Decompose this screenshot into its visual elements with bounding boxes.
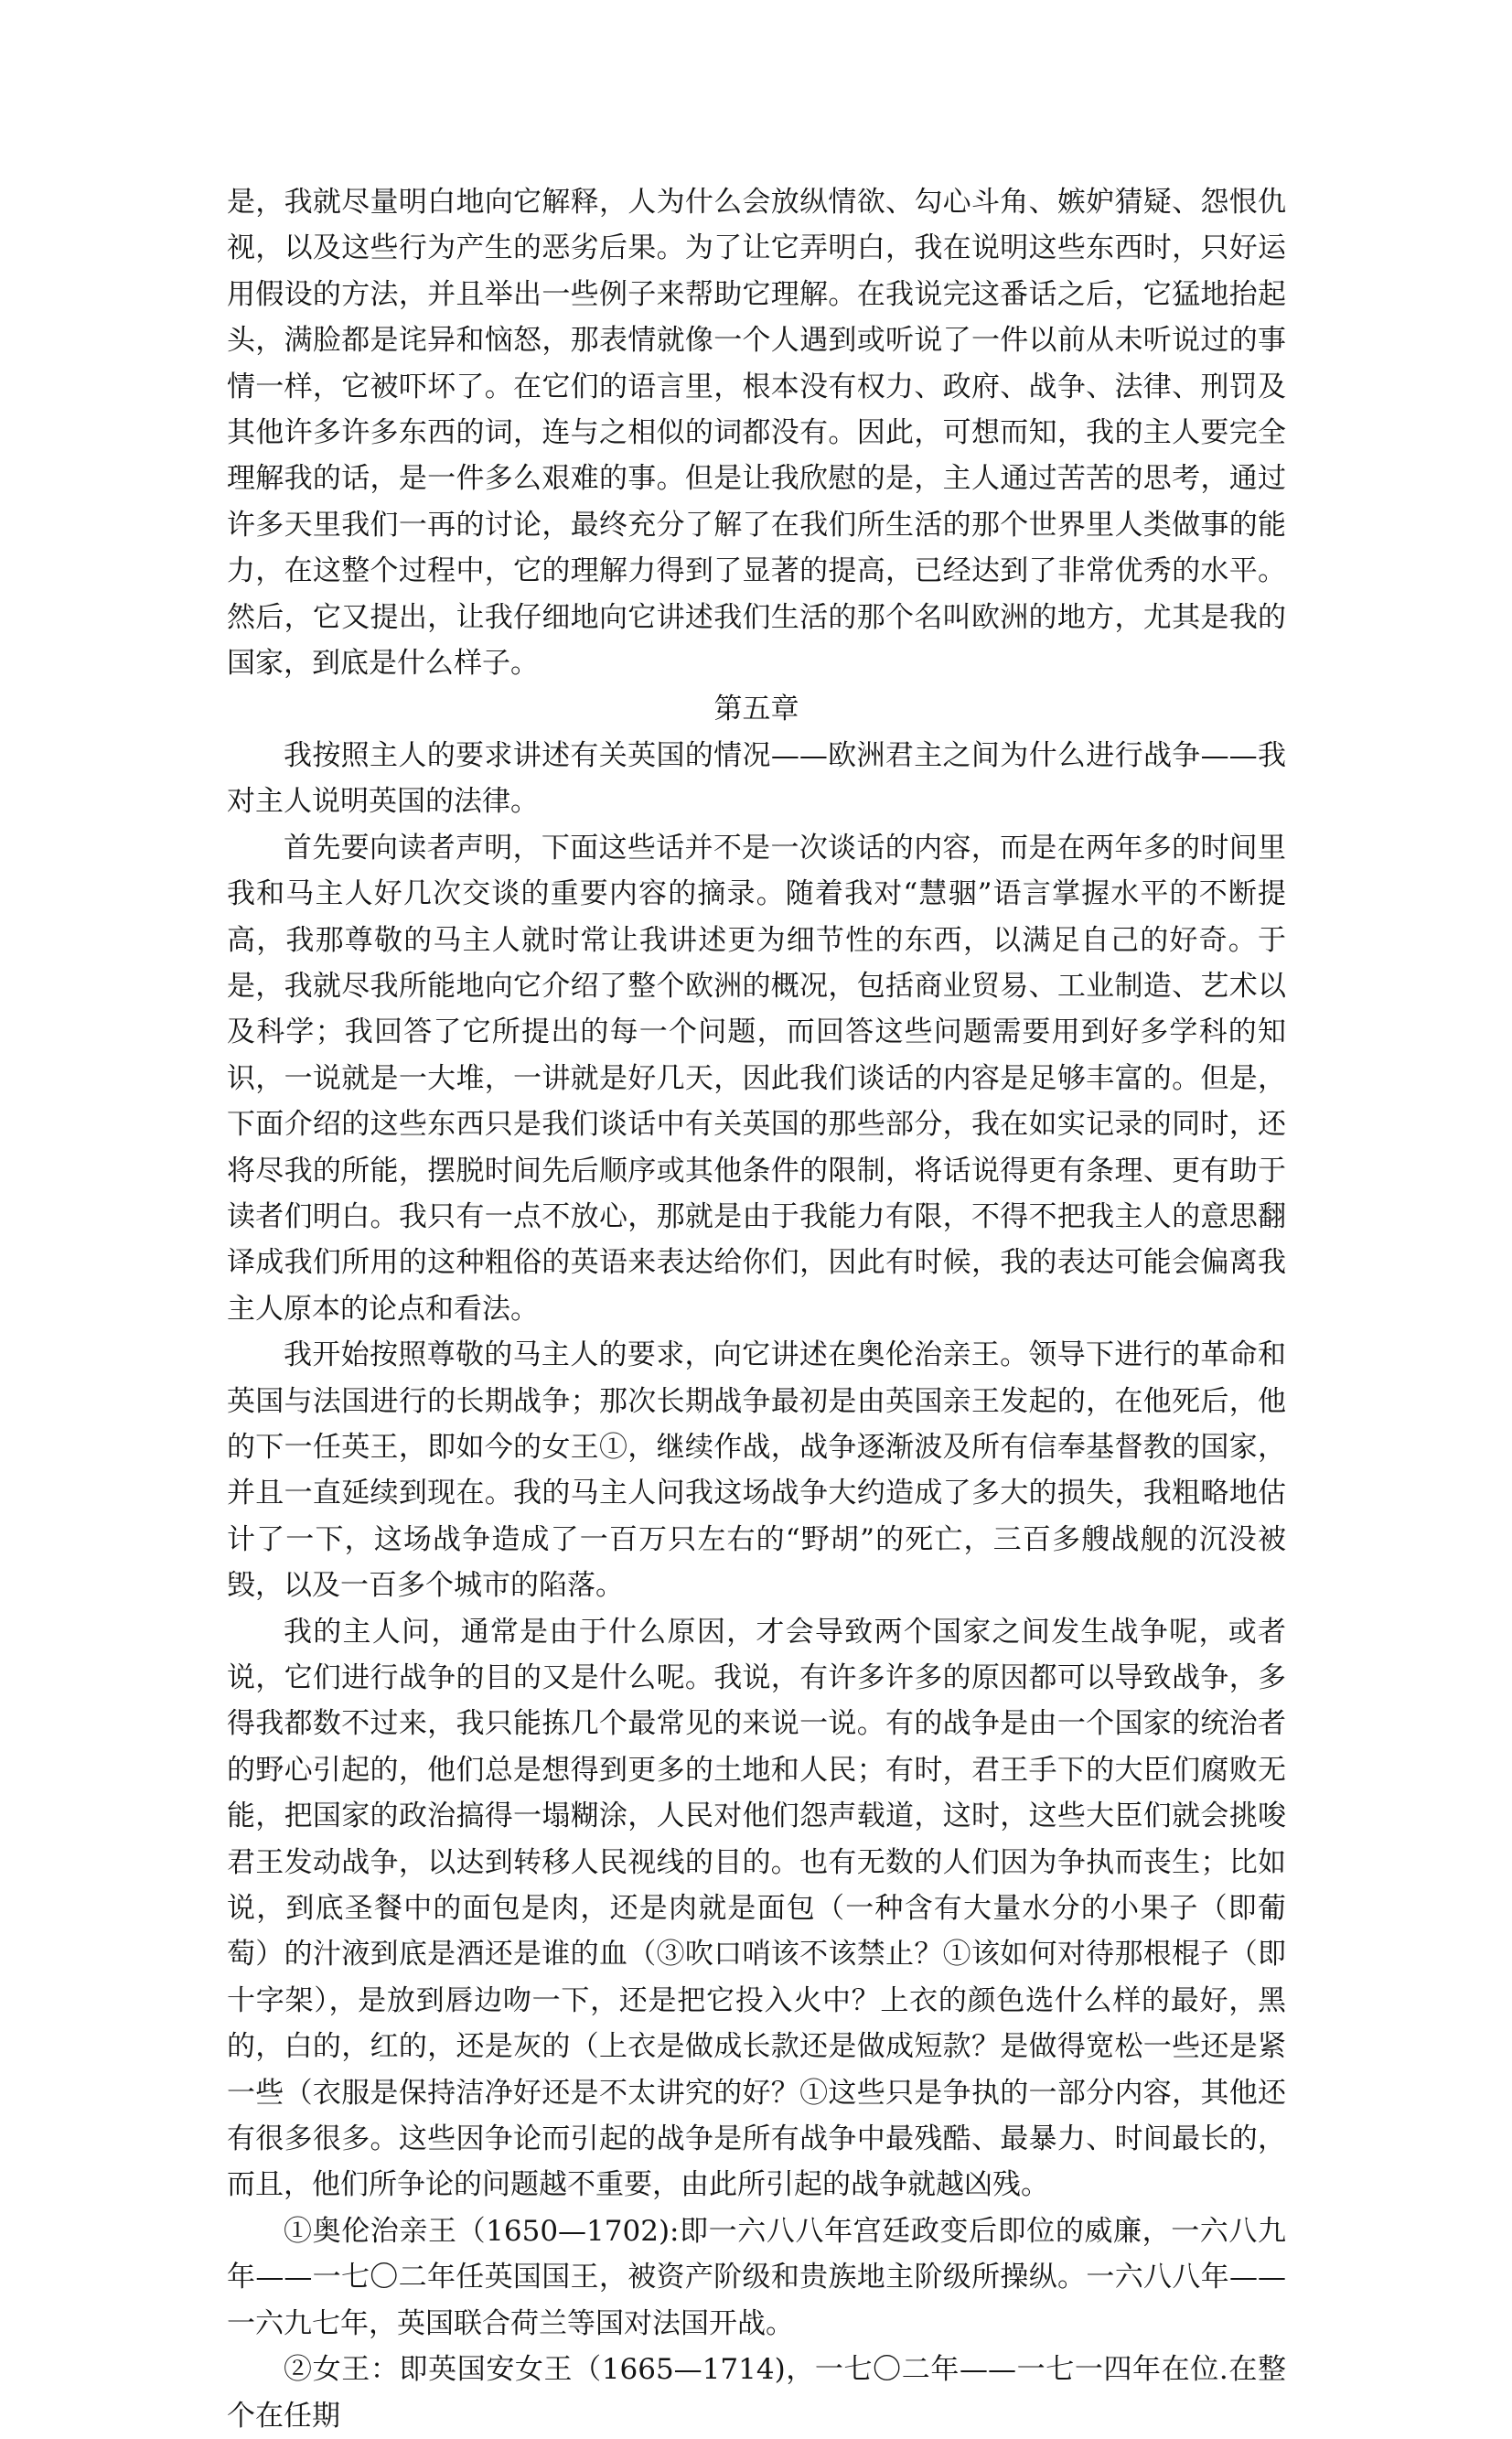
footnote-queen: ②女王：即英国安女王（1665—1714)，一七〇二年——一七一四年在位.在整个在任期 (227, 2353, 1286, 2433)
paragraph-war-account: 我开始按照尊敬的马主人的要求，向它讲述在奥伦治亲王。领导下进行的革命和英国与法国进行的长期战争；那次长期战争最初是由英国亲王发起的，在他死后，他的下一任英王，即如今的女王①，继续作战，战争逐渐波及所有信奉基督教的国家，并且一直延续到现在。我的马主人问我这场战争大约造成了多大的损失，我粗略地估计了一下，这场战争造成了一百万只左右的“野胡”的死亡，三百多艘战舰的沉没被毁，以及一百多个城市的陷落。 (227, 1338, 1286, 1603)
paragraph-continuation: 是，我就尽量明白地向它解释，人为什么会放纵情欲、勾心斗角、嫉妒猜疑、怨恨仇视，以及这些行为产生的恶劣后果。为了让它弄明白，我在说明这些东西时，只好运用假设的方法，并且举出一些例子来帮助它理解。在我说完这番话之后，它猛地抬起头，满脸都是诧异和恼怒，那表情就像一个人遇到或听说了一件以前从未听说过的事情一样，它被吓坏了。在它们的语言里，根本没有权力、政府、战争、法律、刑罚及其他许多许多东西的词，连与之相似的词都没有。因此，可想而知，我的主人要完全理解我的话，是一件多么艰难的事。但是让我欣慰的是，主人通过苦苦的思考，通过许多天里我们一再的讨论，最终充分了解了在我们所生活的那个世界里人类做事的能力，在这整个过程中，它的理解力得到了显著的提高，已经达到了非常优秀的水平。然后，它又提出，让我仔细地向它讲述我们生活的那个名叫欧洲的地方，尤其是我的国家，到底是什么样子。 (227, 186, 1286, 681)
chapter-heading: 第五章 (713, 693, 799, 726)
footnote-orange: ①奥伦治亲王（1650—1702):即一六八八年宫廷政变后即位的威廉，一六八九年——一七〇二年任英国国王，被资产阶级和贵族地主阶级所操纵。一六八八年——一六九七年，英国联合荷兰等国对法国开战。 (227, 2214, 1286, 2340)
paragraph-war-causes: 我的主人问，通常是由于什么原因，才会导致两个国家之间发生战争呢，或者说，它们进行战争的目的又是什么呢。我说，有许多许多的原因都可以导致战争，多得我都数不过来，我只能拣几个最常见的来说一说。有的战争是由一个国家的统治者的野心引起的，他们总是想得到更多的土地和人民；有时，君王手下的大臣们腐败无能，把国家的政治搞得一塌糊涂，人民对他们怨声载道，这时，这些大臣们就会挑唆君王发动战争，以达到转移人民视线的目的。也有无数的人们因为争执而丧生；比如说，到底圣餐中的面包是肉，还是肉就是面包（一种含有大量水分的小果子（即葡萄）的汁液到底是酒还是谁的血（③吹口哨该不该禁止？①该如何对待那根棍子（即十字架），是放到唇边吻一下，还是把它投入火中？上衣的颜色选什么样的最好，黑的，白的，红的，还是灰的（上衣是做成长款还是做成短款？是做得宽松一些还是紧一些（衣服是保持洁净好还是不太讲究的好？①这些只是争执的一部分内容，其他还有很多很多。这些因争论而引起的战争是所有战争中最残酷、最暴力、时间最长的，而且，他们所争论的问题越不重要，由此所引起的战争就越凶残。 (227, 1615, 1286, 2202)
paragraph-reader-statement: 首先要向读者声明，下面这些话并不是一次谈话的内容，而是在两年多的时间里我和马主人好几次交谈的重要内容的摘录。随着我对“慧骃”语言掌握水平的不断提高，我那尊敬的马主人就时常让我讲述更为细节性的东西，以满足自己的好奇。于是，我就尽我所能地向它介绍了整个欧洲的概况，包括商业贸易、工业制造、艺术以及科学；我回答了它所提出的每一个问题，而回答这些问题需要用到好多学科的知识，一说就是一大堆，一讲就是好几天，因此我们谈话的内容是足够丰富的。但是，下面介绍的这些东西只是我们谈话中有关英国的那些部分，我在如实记录的同时，还将尽我的所能，摆脱时间先后顺序或其他条件的限制，将话说得更有条理、更有助于读者们明白。我只有一点不放心，那就是由于我能力有限，不得不把我主人的意思翻译成我们所用的这种粗俗的英语来表达给你们，因此有时候，我的表达可能会偏离我主人原本的论点和看法。 (227, 831, 1286, 1326)
chapter-summary: 我按照主人的要求讲述有关英国的情况——欧洲君主之间为什么进行战争——我对主人说明英国的法律。 (227, 738, 1286, 819)
document-body (227, 179, 1286, 2439)
